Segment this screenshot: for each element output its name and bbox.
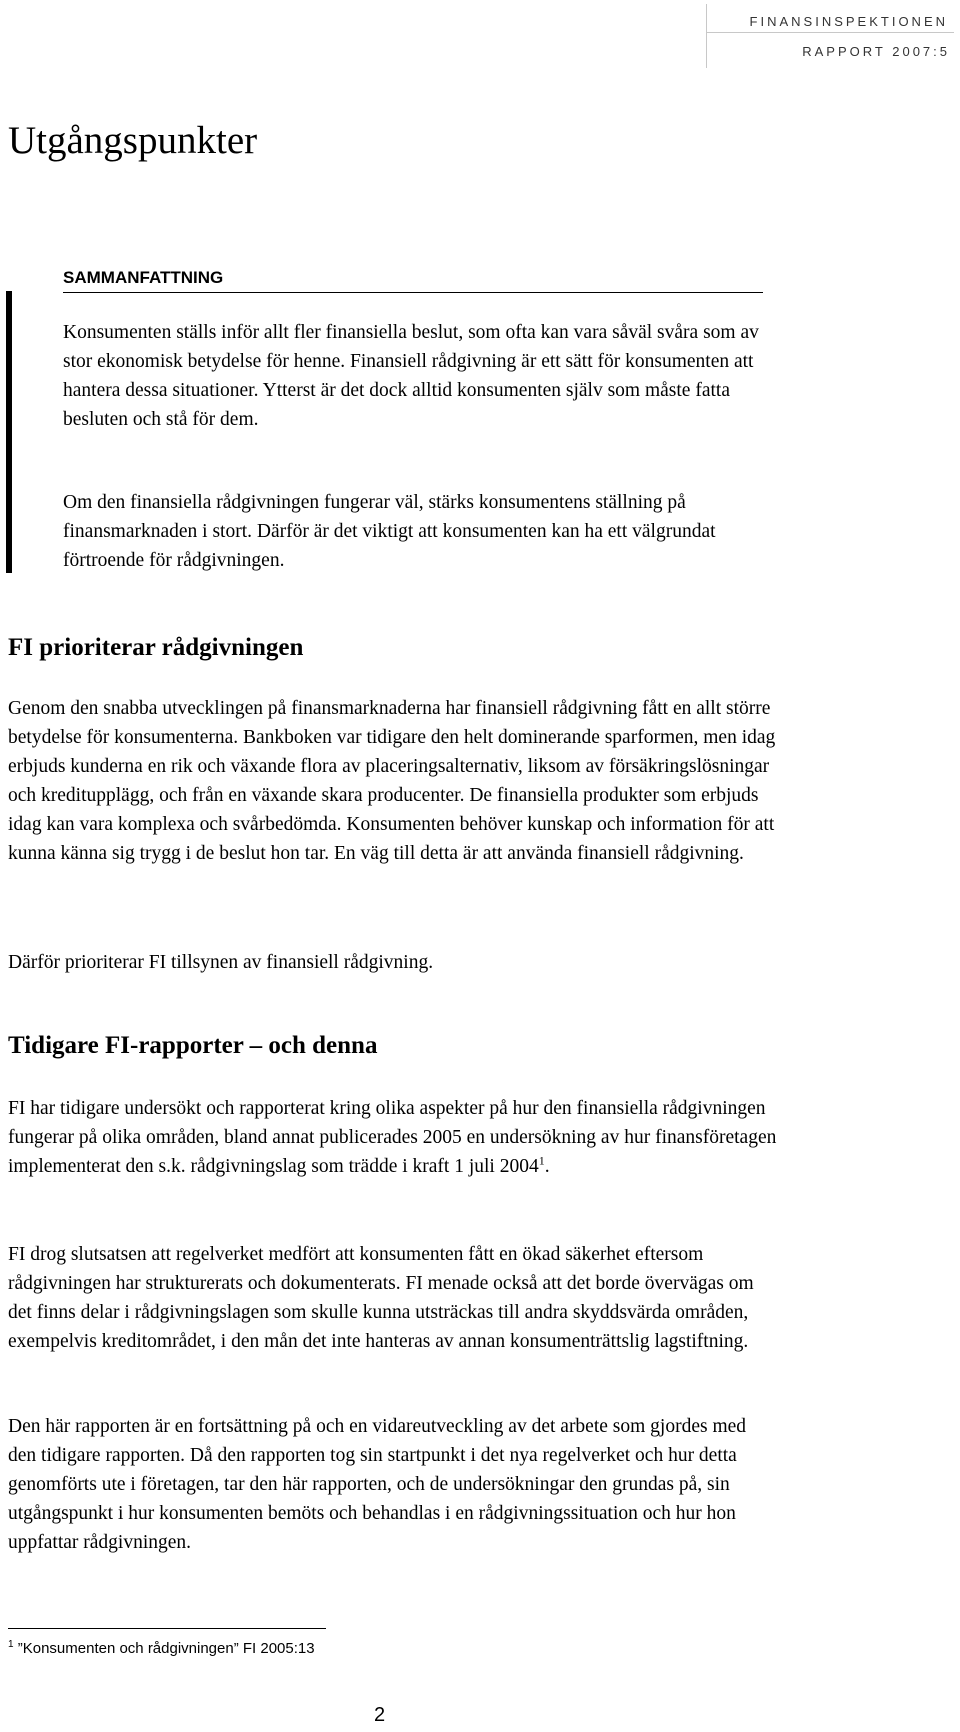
summary-rule (63, 292, 763, 293)
page-number: 2 (374, 1704, 386, 1726)
paragraph-text: FI har tidigare undersökt och rapporterat kring olika aspekter på hur den finansiella rådgivningen fungerar på olika områden, bland annat publicerades 2005 en undersökning av hur finansföretagen implementerat den s.k. rådgivningslag som trädde i kraft 1 juli 2004 (8, 1098, 777, 1177)
header-report-number: RAPPORT 2007:5 (802, 44, 950, 59)
footnote-reference: 1 (538, 1153, 545, 1168)
summary-paragraph: Om den finansiella rådgivningen fungerar väl, stärks konsumentens ställning på finansmarknaden i stort. Därför är det viktigt att konsumenten kan ha ett välgrundat förtroende för rådgivningen. (63, 492, 716, 571)
summary-side-bar (6, 291, 12, 573)
header-organization: FINANSINSPEKTIONEN (749, 14, 948, 29)
body-paragraph (8, 1094, 778, 1181)
section-heading: FI prioriterar rådgivningen (8, 634, 304, 661)
body-paragraph: Genom den snabba utvecklingen på finansmarknaderna har finansiell rådgivning fått en allt större betydelse för konsumenterna. Bankboken var tidigare den helt dominerande sparformen, men idag erbjuds kunderna en rik och växande flora av placeringsalternativ, liksom av försäkringslösningar och kreditupplägg, och från en växande skara producenter. De finansiella produkter som erbjuds idag kan vara komplexa och svårbedömda. Konsumenten behöver kunskap och information för att kunna känna sig trygg i de beslut hon tar. En väg till detta är att använda finansiell rådgivning. (8, 698, 776, 864)
footnote-number: 1 (8, 1639, 14, 1650)
footnote (8, 1640, 315, 1657)
header-divider (706, 32, 954, 33)
footnote-rule (8, 1628, 326, 1629)
summary-paragraph: Konsumenten ställs inför allt fler finansiella beslut, som ofta kan vara såväl svåra som av stor ekonomisk betydelse för henne. Finansiell rådgivning är ett sätt för konsumenten att hantera dessa situationer. Ytterst är det dock alltid konsumenten själv som måste fatta besluten och stå för dem. (63, 322, 759, 430)
page-title: Utgångspunkter (8, 119, 258, 162)
paragraph-end: . (544, 1156, 550, 1177)
summary-label: SAMMANFATTNING (63, 268, 224, 287)
footnote-text: ”Konsumenten och rådgivningen” FI 2005:13 (17, 1640, 315, 1657)
section-heading: Tidigare FI-rapporter – och denna (8, 1032, 378, 1059)
body-paragraph: FI drog slutsatsen att regelverket medfört att konsumenten fått en ökad säkerhet eftersom rådgivningen har strukturerats och dokumenterats. FI menade också att det borde övervägas om det finns delar i rådgivningslagen som skulle kunna utsträckas till andra skyddsvärda områden, exempelvis kreditområdet, i den mån det inte hanteras av annan konsumenträttslig lagstiftning. (8, 1244, 754, 1352)
body-paragraph: Därför prioriterar FI tillsynen av finansiell rådgivning. (8, 952, 434, 973)
body-paragraph: Den här rapporten är en fortsättning på och en vidareutveckling av det arbete som gjordes med den tidigare rapporten. Då den rapporten tog sin startpunkt i det nya regelverket och hur detta genomförts ute i företagen, tar den här rapporten, och de undersökningar den grundas på, sin utgångspunkt i hur konsumenten bemöts och behandlas i en rådgivningssituation och hur hon uppfattar rådgivningen. (8, 1416, 747, 1553)
